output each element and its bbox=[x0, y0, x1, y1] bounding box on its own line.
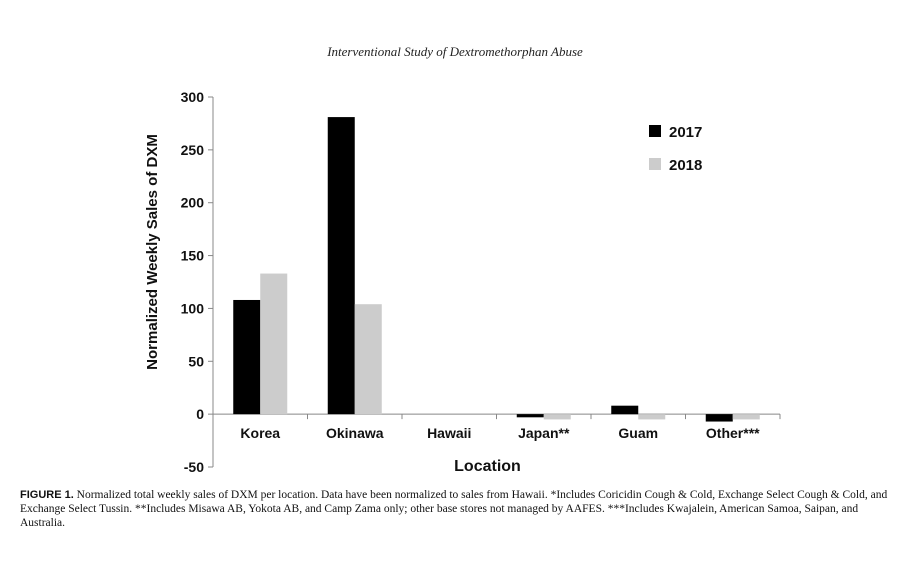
legend-label-2017: 2017 bbox=[669, 124, 703, 141]
bar-2018-Other bbox=[733, 414, 760, 419]
figure-caption bbox=[20, 488, 900, 530]
x-tick-label: Guam bbox=[618, 425, 659, 442]
chart-legend bbox=[649, 124, 702, 174]
legend-swatch-2017 bbox=[649, 125, 661, 137]
y-axis-title: Normalized Weekly Sales of DXM bbox=[144, 134, 161, 370]
chart-axes bbox=[144, 89, 780, 475]
running-header: Interventional Study of Dextromethorphan Abuse bbox=[327, 44, 583, 59]
y-tick-label: 300 bbox=[180, 89, 204, 105]
x-tick-label: Other*** bbox=[705, 425, 760, 442]
x-axis-title: Location bbox=[454, 458, 521, 475]
bar-2018-Guam bbox=[638, 414, 665, 419]
bar-2017-Japan bbox=[517, 414, 544, 417]
y-tick-label: 200 bbox=[180, 194, 204, 211]
bar-2018-Okinawa bbox=[355, 304, 382, 414]
bar-2018-Japan bbox=[544, 414, 571, 419]
x-tick-label: Hawaii bbox=[427, 425, 472, 442]
y-tick-label: -50 bbox=[183, 459, 204, 475]
bar-2017-Other bbox=[706, 414, 733, 421]
y-tick-label: 50 bbox=[188, 353, 204, 370]
figure-caption-text: Normalized total weekly sales of DXM per location. Data have been normalized to sales from Hawaii. *Includes Coricidin Cough & Cold, Exchange Select Cough & Cold, and Exchange Select Tussin. **Includes Misawa AB, Yokota AB, and Camp Zama only; other base stores not managed by AAFES. ***Includes Kwajalein, American Samoa, Saipan, and Australia. bbox=[20, 489, 888, 529]
figure-caption-lead: FIGURE 1. bbox=[20, 489, 74, 501]
bar-2018-Korea bbox=[260, 274, 287, 415]
x-tick-label: Korea bbox=[240, 425, 281, 442]
bar-2017-Korea bbox=[233, 300, 260, 414]
bar-2017-Okinawa bbox=[328, 117, 355, 414]
y-tick-label: 250 bbox=[180, 141, 204, 158]
y-tick-label: 100 bbox=[180, 300, 204, 317]
bar-2017-Guam bbox=[611, 406, 638, 414]
legend-label-2018: 2018 bbox=[669, 157, 703, 174]
x-tick-label: Okinawa bbox=[325, 425, 384, 442]
y-tick-label: 150 bbox=[180, 247, 204, 264]
y-tick-label: 0 bbox=[196, 406, 204, 423]
x-tick-label: Japan** bbox=[518, 425, 570, 442]
legend-swatch-2018 bbox=[649, 158, 661, 170]
